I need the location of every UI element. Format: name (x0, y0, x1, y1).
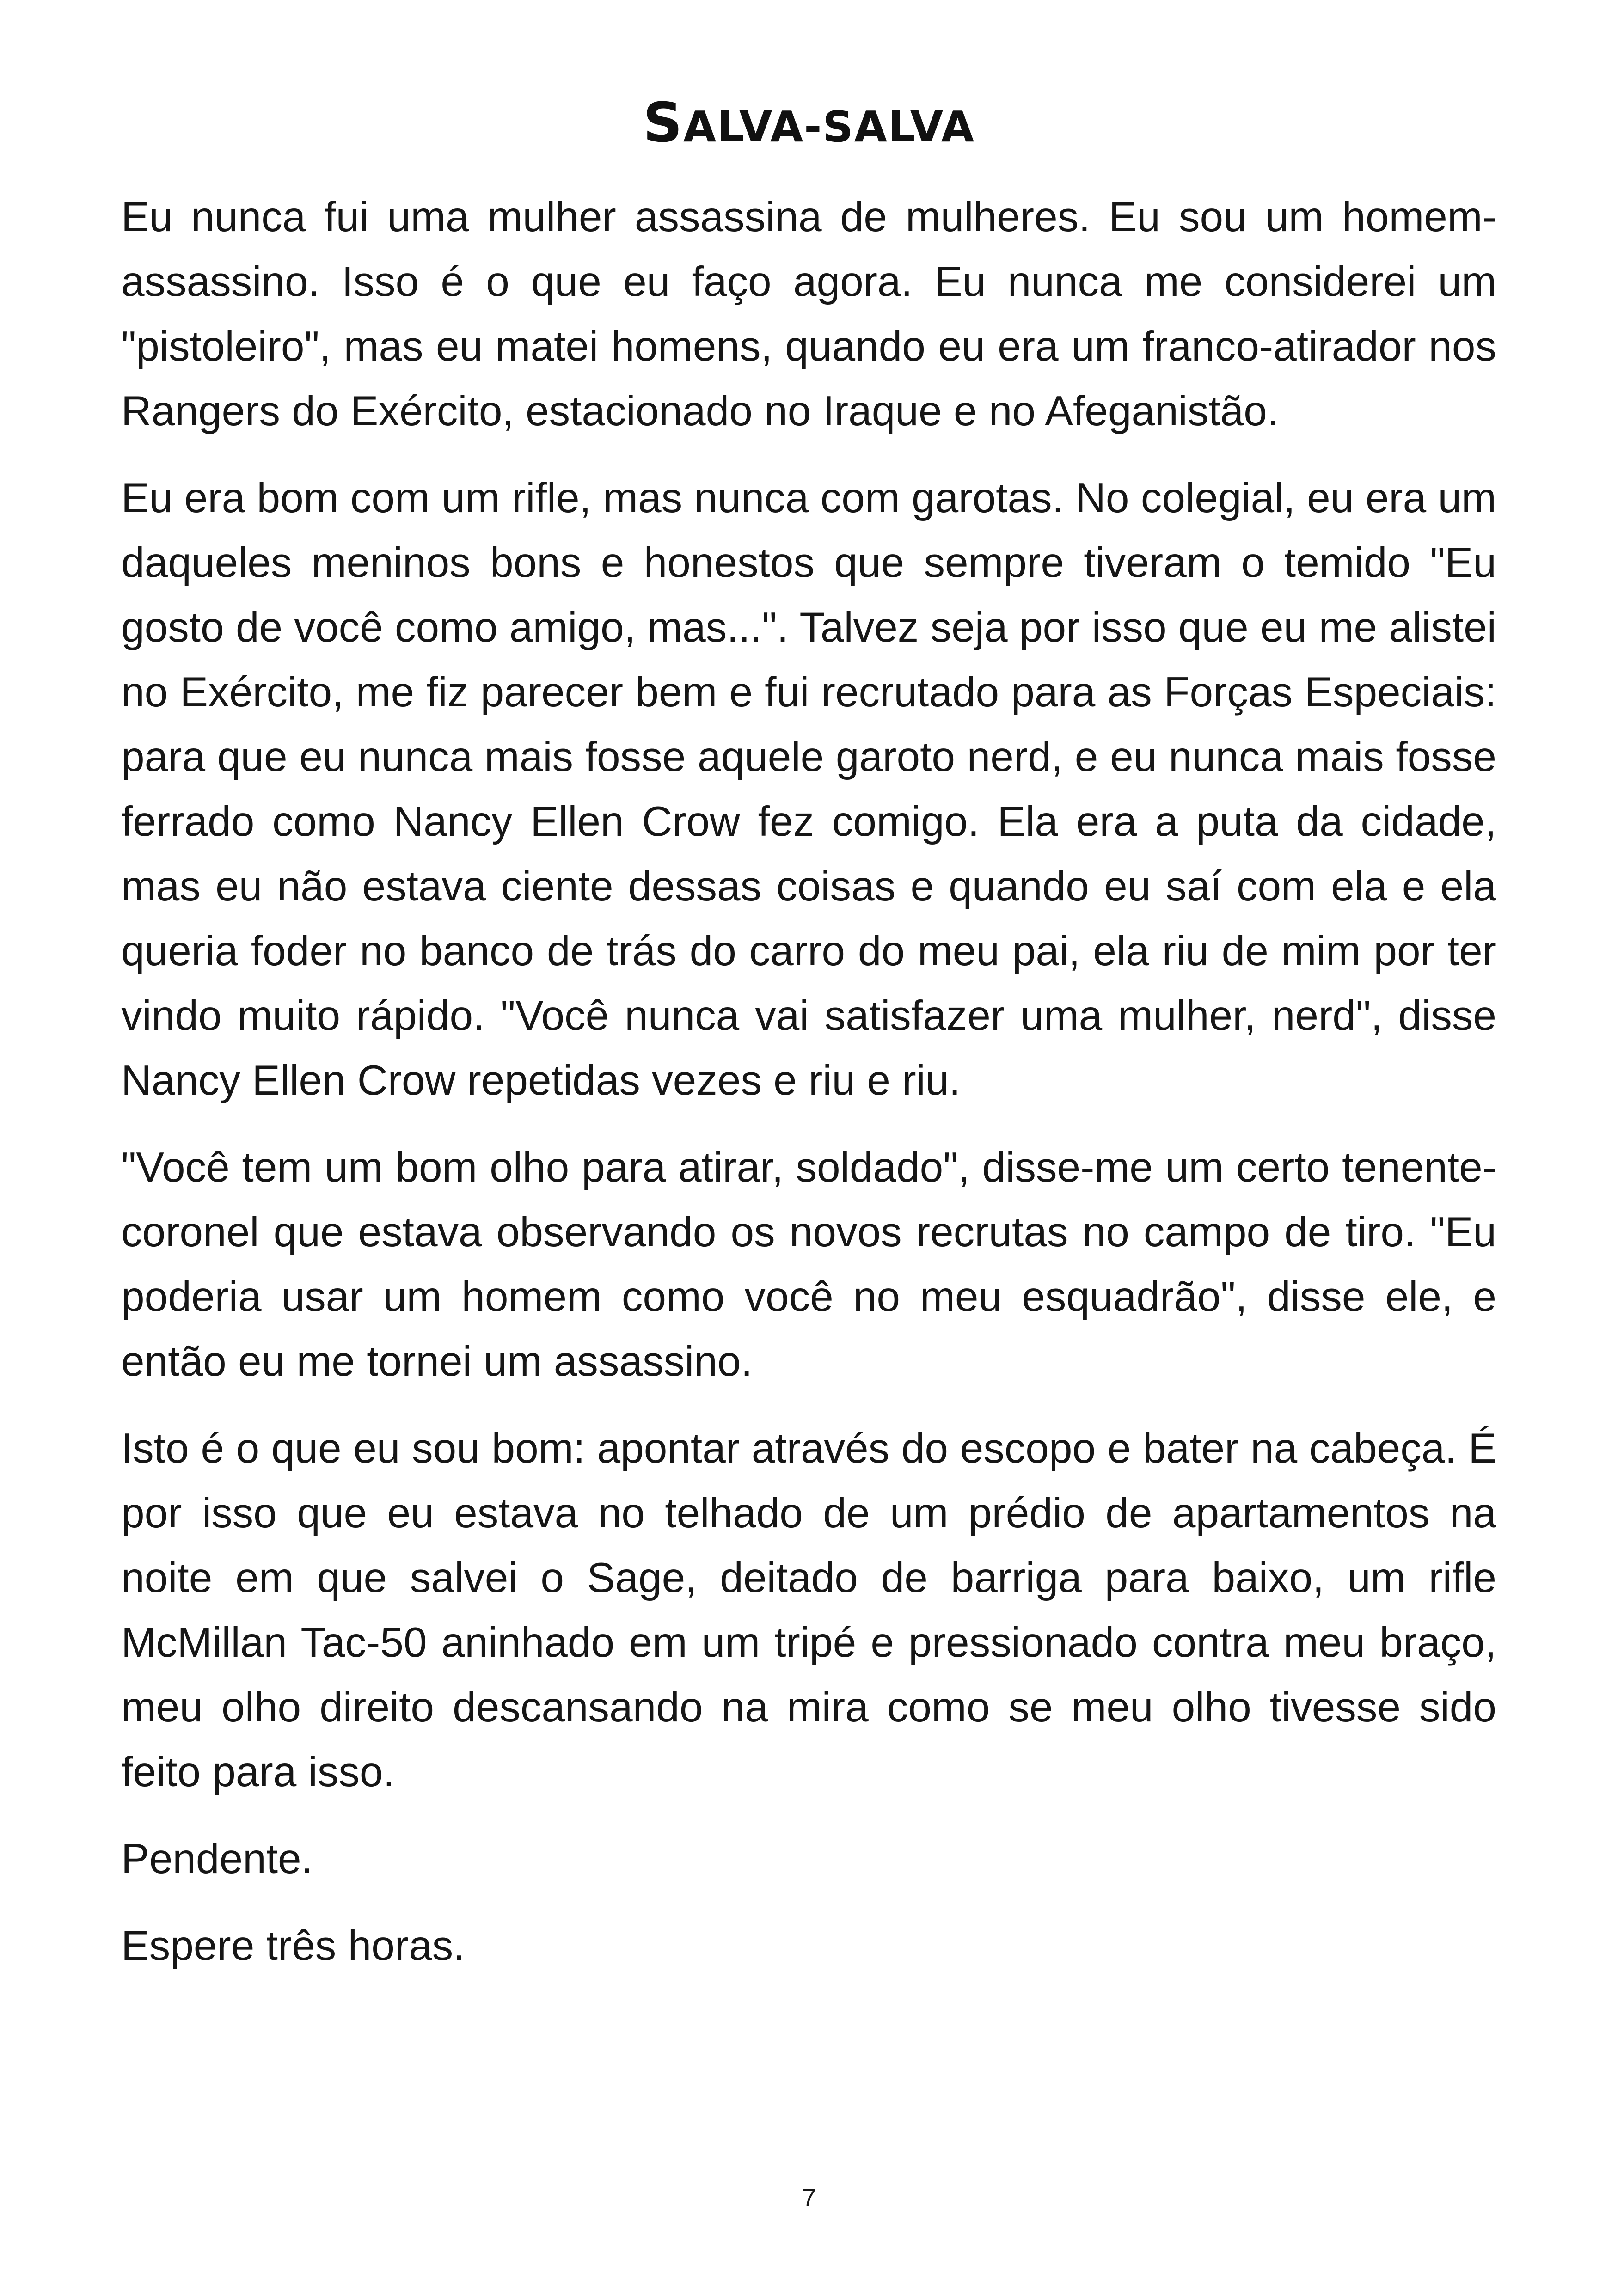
paragraph: Isto é o que eu sou bom: apontar através do escopo e bater na cabeça. É por isso que eu estava no telhado de um prédio de apartamentos na noite em que salvei o Sage, deitado de barriga para baixo, um rifle McMillan Tac-50 aninhado em um tripé e pressionado contra meu braço, meu olho direito descansando na mira como se meu olho tivesse sido feito para isso. (121, 1425, 1496, 1795)
chapter-title-rest: ALVA-SALVA (683, 102, 975, 152)
paragraph: Espere três horas. (121, 1923, 465, 1969)
paragraph: Pendente. (121, 1836, 313, 1882)
paragraph: "Você tem um bom olho para atirar, soldado", disse-me um certo tenente-coronel que estava observando os novos recrutas no campo de tiro. "Eu poderia usar um homem como você no meu esquadrão", disse ele, e então eu me tornei um assassino. (121, 1144, 1496, 1385)
paragraph: Eu nunca fui uma mulher assassina de mulheres. Eu sou um homem-assassino. Isso é o que eu faço agora. Eu nunca me considerei um "pistoleiro", mas eu matei homens, quando eu era um franco-atirador nos Rangers do Exército, estacionado no Iraque e no Afeganistão. (121, 194, 1496, 435)
chapter-title-initial: S (643, 91, 683, 154)
paragraph: Eu era bom com um rifle, mas nunca com garotas. No colegial, eu era um daqueles meninos bons e honestos que sempre tiveram o temido "Eu gosto de você como amigo, mas...". Talvez seja por isso que eu me alistei no Exército, me fiz parecer bem e fui recrutado para as Forças Especiais: para que eu nunca mais fosse aquele garoto nerd, e eu nunca mais fosse ferrado como Nancy Ellen Crow fez comigo. Ela era a puta da cidade, mas eu não estava ciente dessas coisas e quando eu saí com ela e ela queria foder no banco de trás do carro do meu pai, ela riu de mim por ter vindo muito rápido. "Você nunca vai satisfazer uma mulher, nerd", disse Nancy Ellen Crow repetidas vezes e riu e riu. (121, 475, 1496, 1104)
page-number: 7 (802, 2184, 816, 2212)
body-text (121, 185, 1496, 2001)
chapter-title (0, 90, 1618, 159)
